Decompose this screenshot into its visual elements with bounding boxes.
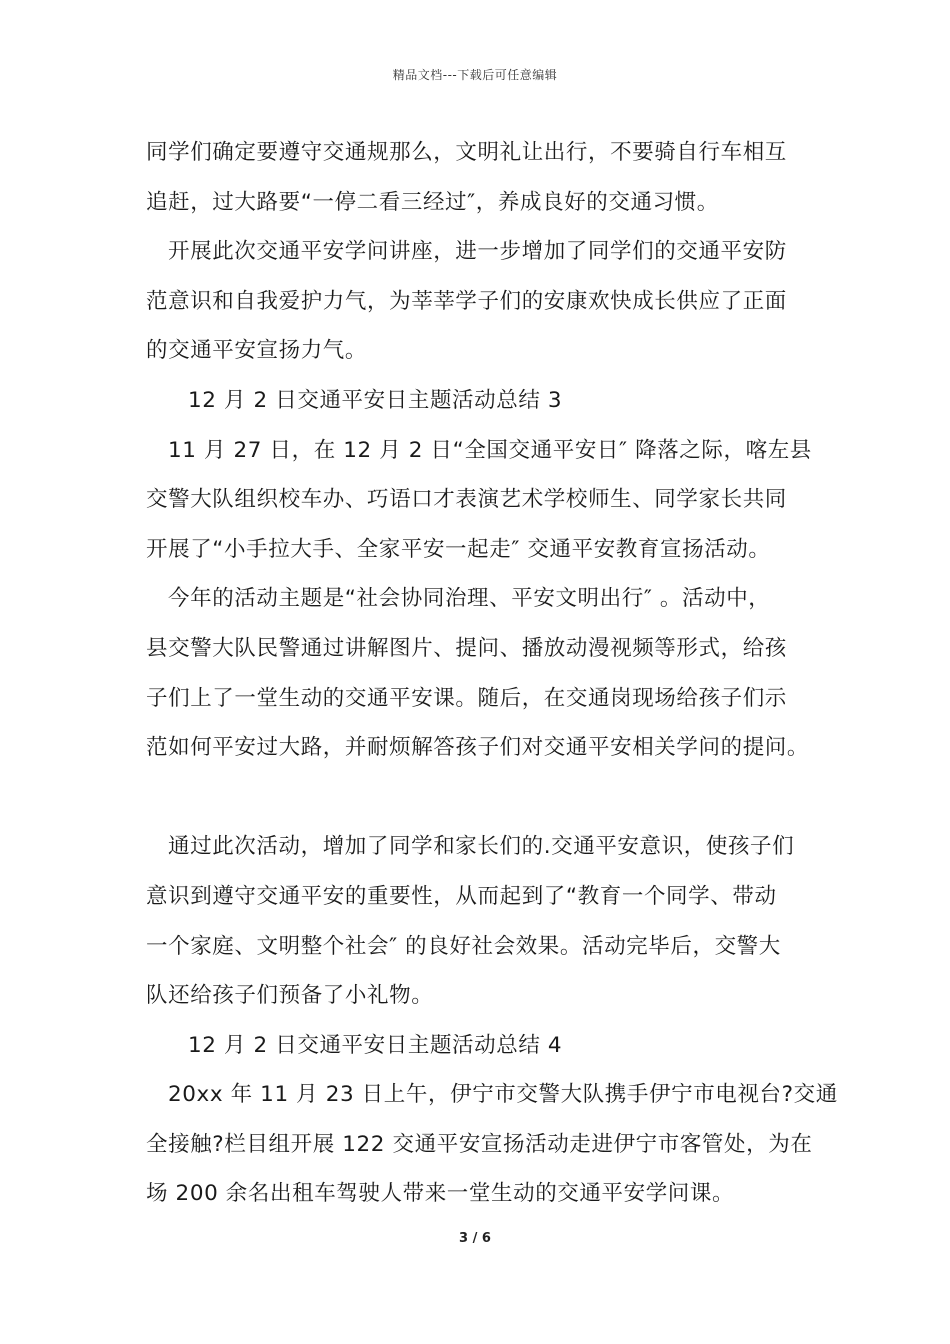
text-line: 开展了“小手拉大手、全家平安一起走″ 交通平安教育宣扬活动。 [146, 536, 771, 562]
text-line: 同学们确定要遵守交通规那么，文明礼让出行，不要骑自行车相互 [146, 140, 787, 165]
text-line: 20xx 年 11 月 23 日上午，伊宁市交警大队携手伊宁市电视台?交通 [168, 1082, 838, 1108]
text-line: 队还给孩子们预备了小礼物。 [146, 983, 434, 1009]
page-header: 精品文档---下载后可任意编辑 [392, 68, 558, 82]
text-line: 追赶，过大路要“一停二看三经过″，养成良好的交通习惯。 [146, 189, 719, 215]
section-heading: 12 月 2 日交通平安日主题活动总结 3 [188, 387, 563, 413]
text-line: 开展此次交通平安学问讲座，进一步增加了同学们的交通平安防 [168, 239, 787, 265]
text-line: 子们上了一堂生动的交通平安课。随后，在交通岗现场给孩子们示 [146, 685, 787, 711]
text-line: 一个家庭、文明整个社会″ 的良好社会效果。活动完毕后，交警大 [146, 933, 781, 959]
text-line: 全接触?栏目组开展 122 交通平安宣扬活动走进伊宁市客管处，为在 [146, 1131, 813, 1157]
text-line: 场 200 余名出租车驾驶人带来一堂生动的交通平安学问课。 [146, 1181, 735, 1207]
section-heading: 12 月 2 日交通平安日主题活动总结 4 [188, 1032, 563, 1058]
text-line: 意识到遵守交通平安的重要性，从而起到了“教育一个同学、带动 [146, 883, 777, 909]
page-number: 3 / 6 [459, 1231, 491, 1246]
text-line: 通过此次活动，增加了同学和家长们的.交通平安意识，使孩子们 [168, 834, 795, 860]
text-line: 范如何平安过大路，并耐烦解答孩子们对交通平安相关学问的提问。 [146, 735, 810, 761]
text-line: 县交警大队民警通过讲解图片、提问、播放动漫视频等形式，给孩 [146, 635, 787, 661]
document-body [146, 128, 838, 1219]
text-line: 交警大队组织校车办、巧语口才表演艺术学校师生、同学家长共同 [146, 487, 787, 513]
text-line: 11 月 27 日，在 12 月 2 日“全国交通平安日″ 降落之际，喀左县 [168, 437, 812, 463]
text-line: 的交通平安宣扬力气。 [146, 338, 368, 364]
text-line: 今年的活动主题是“社会协同治理、平安文明出行″ 。活动中， [168, 586, 771, 612]
blank-line [146, 773, 826, 823]
text-line: 范意识和自我爱护力气，为莘莘学子们的安康欢快成长供应了正面 [146, 288, 787, 314]
